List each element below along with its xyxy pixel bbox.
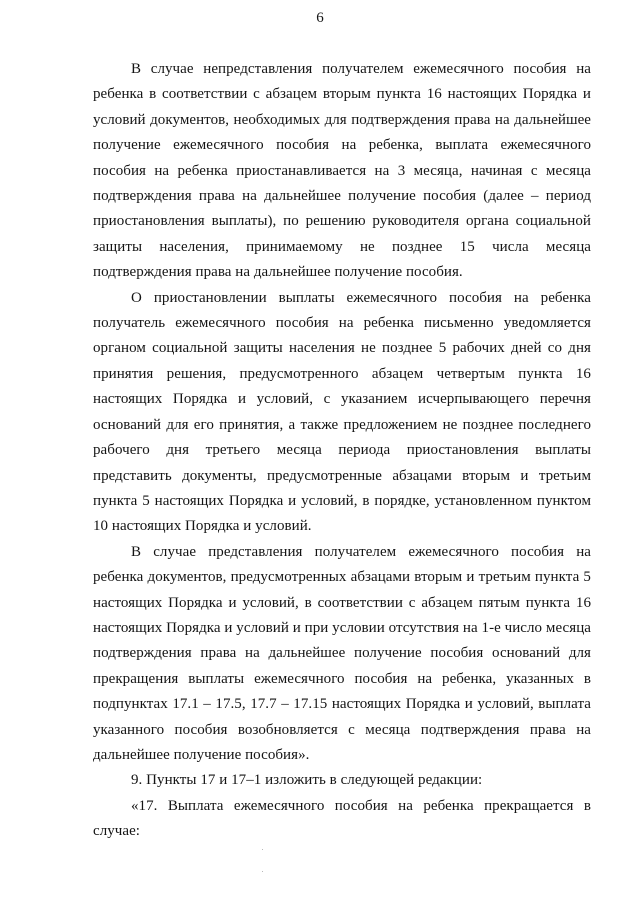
document-body	[93, 57, 591, 845]
paragraph-suspension-notice: О приостановлении выплаты ежемесячного пособия на ребенка получатель ежемесячного пособия на ребенка письменно уведомляется органом социальной защиты населения не позднее 5 рабочих дней со дня принятия решения, предусмотренного абзацем четвертым пункта 16 настоящих Порядка и условий, с указанием исчерпывающего перечня оснований для его принятия, а также предложением не позднее последнего рабочего дня третьего месяца периода приостановления выплаты представить документы, предусмотренные абзацами вторым и третьим пункта 5 настоящих Порядка и условий, в порядке, установленном пунктом 10 настоящих Порядка и условий.	[93, 289, 591, 535]
paragraph-item-17-start: «17. Выплата ежемесячного пособия на ребенка прекращается в случае:	[93, 797, 591, 840]
scan-speck	[262, 871, 263, 872]
paragraph-amendment-item-9: 9. Пункты 17 и 17–1 изложить в следующей редакции:	[131, 772, 483, 789]
scan-speck	[262, 849, 263, 850]
page-number: 6	[316, 10, 324, 26]
paragraph-suspension-case: В случае непредставления получателем ежемесячного пособия на ребенка в соответствии с абзацем вторым пункта 16 настоящих Порядка и условий документов, необходимых для подтверждения права на дальнейшее получение ежемесячного пособия на ребенка, выплата ежемесячного пособия на ребенка приостанавливается на 3 месяца, начиная с месяца подтверждения права на дальнейшее получение пособия (далее – период приостановления выплаты), по решению руководителя органа социальной защиты населения, принимаемому не позднее 15 числа месяца подтверждения права на дальнейшее получение пособия.	[93, 61, 591, 281]
paragraph-payment-resumption: В случае представления получателем ежемесячного пособия на ребенка документов, предусмотренных абзацами вторым и третьим пункта 5 настоящих Порядка и условий, в соответствии с абзацем пятым пункта 16 настоящих Порядка и условий и при условии отсутствия на 1-е число месяца подтверждения права на дальнейшее получение пособия оснований для прекращения выплаты ежемесячного пособия на ребенка, указанных в подпунктах 17.1 – 17.5, 17.7 – 17.15 настоящих Порядка и условий, выплата указанного пособия возобновляется с месяца подтверждения права на дальнейшее получение пособия».	[93, 543, 591, 763]
